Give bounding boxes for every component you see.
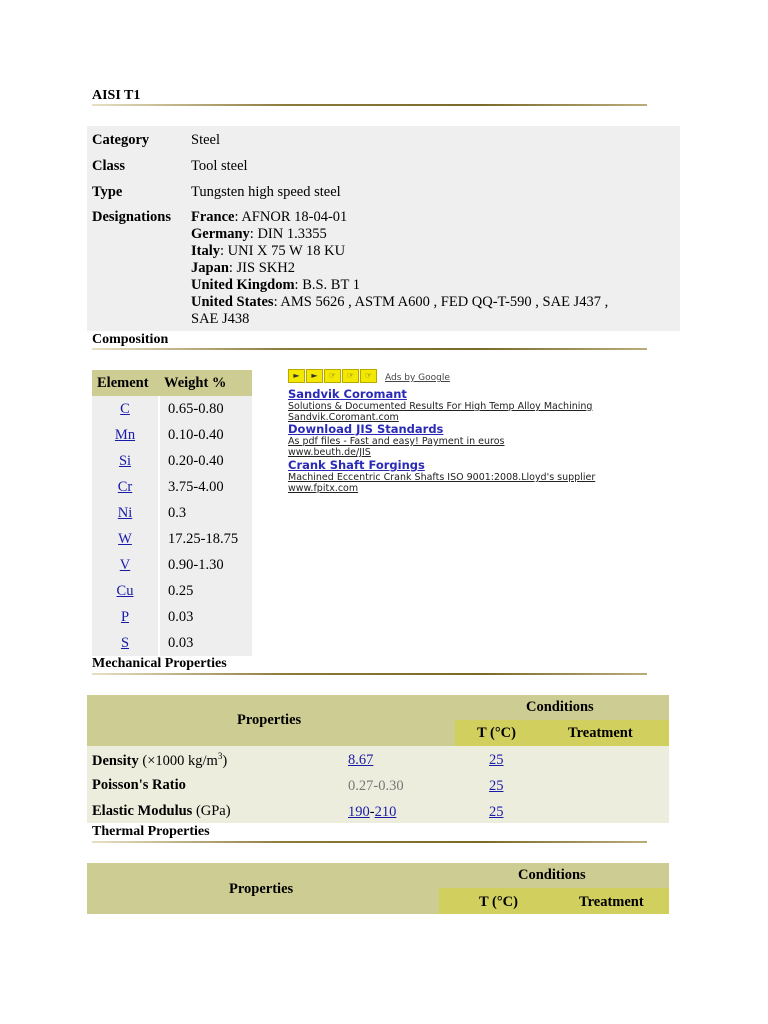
elastic-modulus-label: Elastic Modulus (GPa) <box>92 803 231 819</box>
class-value: Tool steel <box>191 158 248 174</box>
element-link[interactable]: Si <box>118 453 132 469</box>
composition-title: Composition <box>92 332 169 347</box>
composition-weight-cell: 0.03 <box>160 630 252 656</box>
poissons-ratio-value: 0.27-0.30 <box>348 778 404 794</box>
composition-weight-cell: 17.25-18.75 <box>160 526 252 552</box>
thermal-temperature-header: T (°C) <box>479 894 518 910</box>
designation-japan: Japan: JIS SKH2 <box>191 260 295 276</box>
ad-url[interactable]: www.beuth.de/JIS <box>288 447 371 458</box>
ad-choices-icons[interactable] <box>288 369 377 383</box>
density-temp-link[interactable]: 25 <box>489 752 504 768</box>
element-link[interactable]: W <box>118 531 132 547</box>
ad-title-link[interactable]: Sandvik Coromant <box>288 387 407 401</box>
ad-hand-icon[interactable]: ☞ <box>360 369 377 383</box>
elastic-modulus-max-link[interactable]: 210 <box>374 804 397 820</box>
weight-header: Weight % <box>160 370 252 396</box>
composition-weight-cell: 0.90-1.30 <box>160 552 252 578</box>
temperature-header: T (°C) <box>477 725 516 741</box>
category-value: Steel <box>191 132 220 148</box>
element-header: Element <box>92 370 162 396</box>
conditions-header: Conditions <box>526 699 594 715</box>
composition-weight-cell: 0.3 <box>160 500 252 526</box>
poissons-temp-link[interactable]: 25 <box>489 778 504 794</box>
ad-arrow-icon[interactable]: ► <box>306 369 323 383</box>
composition-weight-cell: 0.10-0.40 <box>160 422 252 448</box>
mechanical-title: Mechanical Properties <box>92 656 227 671</box>
composition-element-cell <box>92 578 158 604</box>
element-link[interactable]: P <box>120 609 130 625</box>
ad-hand-icon[interactable]: ☞ <box>324 369 341 383</box>
composition-element-cell <box>92 526 158 552</box>
composition-element-cell <box>92 500 158 526</box>
composition-element-cell <box>92 422 158 448</box>
element-link[interactable]: Mn <box>114 427 136 443</box>
element-link[interactable]: S <box>120 635 130 651</box>
ad-arrow-icon[interactable]: ► <box>288 369 305 383</box>
designation-us: United States: AMS 5626 , ASTM A600 , FED QQ-T-590 , SAE J437 , <box>191 294 609 310</box>
title-divider <box>92 104 647 106</box>
composition-element-cell <box>92 630 158 656</box>
designation-italy: Italy: UNI X 75 W 18 KU <box>191 243 346 259</box>
elastic-modulus-temp-link[interactable]: 25 <box>489 804 504 820</box>
page-title: AISI T1 <box>92 88 141 103</box>
designation-us-cont: SAE J438 <box>191 311 250 327</box>
thermal-title: Thermal Properties <box>92 824 210 839</box>
ad-url[interactable]: www.fpitx.com <box>288 483 359 494</box>
element-link[interactable]: Cr <box>117 479 133 495</box>
thermal-properties-header: Properties <box>229 881 294 897</box>
ad-url[interactable]: Sandvik.Coromant.com <box>288 412 399 423</box>
ad-text[interactable]: As pdf files - Fast and easy! Payment in euros <box>288 436 505 447</box>
element-link[interactable]: V <box>119 557 131 573</box>
composition-element-cell <box>92 552 158 578</box>
element-link[interactable]: Ni <box>117 505 133 521</box>
ads-by-google-link[interactable]: Ads by Google <box>385 373 450 383</box>
poissons-ratio-label: Poisson's Ratio <box>92 777 186 793</box>
designation-france: France: AFNOR 18-04-01 <box>191 209 348 225</box>
composition-weight-cell: 0.20-0.40 <box>160 448 252 474</box>
composition-element-cell <box>92 448 158 474</box>
designation-germany: Germany: DIN 1.3355 <box>191 226 327 242</box>
ad-title-link[interactable]: Crank Shaft Forgings <box>288 458 425 472</box>
ad-text[interactable]: Solutions & Documented Results For High Temp Alloy Machining <box>288 401 593 412</box>
composition-weight-cell: 0.25 <box>160 578 252 604</box>
density-label: Density (×1000 $kg/m^3$) <box>92 751 228 769</box>
composition-element-cell <box>92 474 158 500</box>
mechanical-divider <box>92 673 647 675</box>
designation-uk: United Kingdom: B.S. BT 1 <box>191 277 360 293</box>
class-label: Class <box>92 158 126 174</box>
composition-divider <box>92 348 647 350</box>
designations-label: Designations <box>92 209 171 225</box>
composition-weight-cell: 0.65-0.80 <box>160 396 252 422</box>
density-value-link[interactable]: 8.67 <box>348 752 374 768</box>
elastic-modulus-min-link[interactable]: 190 <box>348 804 370 820</box>
ad-hand-icon[interactable]: ☞ <box>342 369 359 383</box>
composition-element-cell <box>92 396 158 422</box>
category-label: Category <box>92 132 150 148</box>
composition-weight-cell: 3.75-4.00 <box>160 474 252 500</box>
ad-text[interactable]: Machined Eccentric Crank Shafts ISO 9001:2008.Lloyd's supplier <box>288 472 596 483</box>
properties-header: Properties <box>237 712 302 728</box>
element-link[interactable]: C <box>120 401 130 417</box>
thermal-conditions-header: Conditions <box>518 867 586 883</box>
type-value: Tungsten high speed steel <box>191 184 341 200</box>
element-link[interactable]: Cu <box>116 583 134 599</box>
treatment-header: Treatment <box>568 725 633 741</box>
composition-element-cell <box>92 604 158 630</box>
thermal-divider <box>92 841 647 843</box>
type-label: Type <box>92 184 123 200</box>
thermal-treatment-header: Treatment <box>579 894 644 910</box>
composition-weight-cell: 0.03 <box>160 604 252 630</box>
ad-title-link[interactable]: Download JIS Standards <box>288 422 444 436</box>
elastic-modulus-value: 190-210 <box>348 804 397 820</box>
